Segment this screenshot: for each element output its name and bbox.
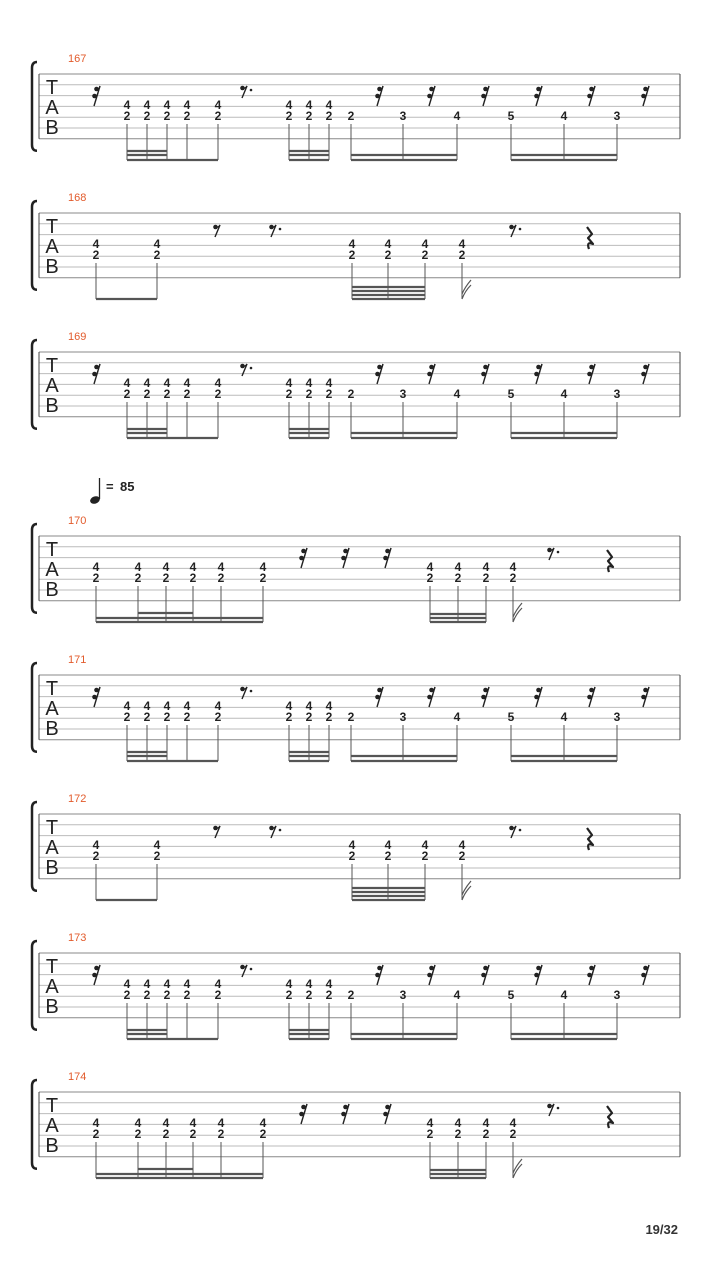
fret-number: 2 xyxy=(348,849,356,863)
chord xyxy=(215,699,222,724)
fret-number: 4 xyxy=(482,560,490,574)
fret-number: 4 xyxy=(163,376,171,390)
fret-number: 2 xyxy=(305,109,313,123)
chord xyxy=(135,560,142,585)
fret-number: 2 xyxy=(92,571,100,585)
chord xyxy=(163,560,170,585)
fret-number: 3 xyxy=(399,109,407,123)
fret-number: 5 xyxy=(507,109,515,123)
fret-number: 4 xyxy=(325,98,333,112)
chord xyxy=(164,977,171,1002)
fret-number: 4 xyxy=(285,699,293,713)
fret-number: 4 xyxy=(285,376,293,390)
fret-number: 2 xyxy=(162,571,170,585)
fret-number: 4 xyxy=(259,1116,267,1130)
fret-number: 2 xyxy=(509,1127,517,1141)
fret-number: 2 xyxy=(384,248,392,262)
chord xyxy=(306,376,313,401)
dotted-eighth-rest xyxy=(240,364,252,376)
fret-number: 2 xyxy=(325,387,333,401)
chord xyxy=(427,560,434,585)
tab-clef-t: T xyxy=(45,1095,59,1117)
fret-number: 2 xyxy=(259,571,267,585)
tempo-marking xyxy=(89,478,134,505)
fret-number: 4 xyxy=(153,838,161,852)
measure-number: 168 xyxy=(68,192,87,204)
fret-number: 2 xyxy=(92,248,100,262)
chord xyxy=(326,376,333,401)
fret-number: 4 xyxy=(217,560,225,574)
fret-number: 2 xyxy=(305,710,313,724)
chord xyxy=(459,237,466,262)
fret-number: 2 xyxy=(183,710,191,724)
fret-number: 2 xyxy=(426,1127,434,1141)
fret-number: 2 xyxy=(163,387,171,401)
tab-clef-a: A xyxy=(45,97,59,119)
fret-number: 4 xyxy=(560,387,568,401)
fret-number: 2 xyxy=(163,988,171,1002)
page-number: 19/32 xyxy=(645,1222,678,1237)
fret-number: 4 xyxy=(143,699,151,713)
chord xyxy=(218,560,225,585)
measure-number: 167 xyxy=(68,53,87,65)
fret-number: 2 xyxy=(123,109,131,123)
fret-number: 4 xyxy=(189,560,197,574)
tab-clef-a: A xyxy=(45,837,59,859)
fret-number: 4 xyxy=(123,699,131,713)
fret-number: 4 xyxy=(162,560,170,574)
fret-number: 2 xyxy=(482,1127,490,1141)
tab-system-173 xyxy=(32,932,680,1039)
fret-number: 3 xyxy=(613,988,621,1002)
system-bracket xyxy=(32,524,37,613)
fret-number: 2 xyxy=(123,988,131,1002)
fret-number: 4 xyxy=(560,109,568,123)
chord xyxy=(164,699,171,724)
chord xyxy=(510,1116,517,1141)
fret-number: 4 xyxy=(384,237,392,251)
chord xyxy=(184,977,191,1002)
dotted-eighth-rest xyxy=(509,826,521,838)
fret-number: 4 xyxy=(183,376,191,390)
fret-number: 2 xyxy=(189,571,197,585)
fret-number: 2 xyxy=(482,571,490,585)
fret-number: 2 xyxy=(123,387,131,401)
tab-clef-a: A xyxy=(45,559,59,581)
dotted-eighth-rest xyxy=(240,965,252,977)
fret-number: 4 xyxy=(454,560,462,574)
tab-system-174 xyxy=(32,1071,680,1178)
measure-number: 174 xyxy=(68,1071,87,1083)
fret-number: 4 xyxy=(163,977,171,991)
chord xyxy=(385,838,392,863)
chord xyxy=(163,1116,170,1141)
fret-number: 2 xyxy=(214,710,222,724)
fret-number: 4 xyxy=(305,98,313,112)
chord xyxy=(190,1116,197,1141)
chord xyxy=(215,376,222,401)
fret-number: 4 xyxy=(214,977,222,991)
fret-number: 4 xyxy=(285,977,293,991)
dotted-eighth-rest xyxy=(509,225,521,237)
eighth-rest xyxy=(213,225,220,237)
fret-number: 4 xyxy=(214,98,222,112)
fret-number: 4 xyxy=(163,98,171,112)
chord xyxy=(286,977,293,1002)
chord xyxy=(93,1116,100,1141)
fret-number: 4 xyxy=(453,387,461,401)
fret-number: 4 xyxy=(123,977,131,991)
fret-number: 4 xyxy=(134,560,142,574)
fret-number: 3 xyxy=(613,710,621,724)
fret-number: 3 xyxy=(613,109,621,123)
fret-number: 4 xyxy=(217,1116,225,1130)
tab-system-167 xyxy=(32,53,680,160)
fret-number: 4 xyxy=(153,237,161,251)
fret-number: 2 xyxy=(259,1127,267,1141)
fret-number: 4 xyxy=(482,1116,490,1130)
chord xyxy=(144,376,151,401)
chord xyxy=(190,560,197,585)
fret-number: 4 xyxy=(183,98,191,112)
chord xyxy=(124,977,131,1002)
fret-number: 2 xyxy=(458,849,466,863)
fret-number: 2 xyxy=(92,1127,100,1141)
chord xyxy=(326,98,333,123)
fret-number: 2 xyxy=(214,387,222,401)
chord xyxy=(215,98,222,123)
tab-system-172 xyxy=(32,793,680,900)
fret-number: 2 xyxy=(384,849,392,863)
fret-number: 4 xyxy=(453,109,461,123)
fret-number: 4 xyxy=(453,988,461,1002)
chord xyxy=(455,1116,462,1141)
fret-number: 2 xyxy=(217,571,225,585)
fret-number: 2 xyxy=(183,988,191,1002)
fret-number: 4 xyxy=(454,1116,462,1130)
fret-number: 4 xyxy=(305,376,313,390)
chord xyxy=(260,560,267,585)
fret-number: 4 xyxy=(259,560,267,574)
chord xyxy=(164,376,171,401)
fret-number: 4 xyxy=(134,1116,142,1130)
dotted-eighth-rest xyxy=(269,225,281,237)
fret-number: 2 xyxy=(325,710,333,724)
tab-clef-t: T xyxy=(45,216,59,238)
fret-number: 4 xyxy=(183,699,191,713)
fret-number: 2 xyxy=(347,387,355,401)
chord xyxy=(286,699,293,724)
fret-number: 4 xyxy=(384,838,392,852)
fret-number: 2 xyxy=(348,248,356,262)
measure-number: 169 xyxy=(68,331,87,343)
tab-clef-a: A xyxy=(45,976,59,998)
fret-number: 4 xyxy=(214,699,222,713)
fret-number: 4 xyxy=(214,376,222,390)
fret-number: 4 xyxy=(92,1116,100,1130)
system-bracket xyxy=(32,1080,37,1169)
fret-number: 4 xyxy=(143,376,151,390)
fret-number: 2 xyxy=(217,1127,225,1141)
tab-clef-b: B xyxy=(45,1135,59,1157)
fret-number: 4 xyxy=(421,237,429,251)
tab-clef-b: B xyxy=(45,117,59,139)
fret-number: 2 xyxy=(134,571,142,585)
chord xyxy=(124,699,131,724)
fret-number: 2 xyxy=(214,109,222,123)
fret-number: 4 xyxy=(560,988,568,1002)
fret-number: 4 xyxy=(92,237,100,251)
fret-number: 2 xyxy=(143,109,151,123)
fret-number: 2 xyxy=(123,710,131,724)
chord xyxy=(306,98,313,123)
fret-number: 2 xyxy=(214,988,222,1002)
system-bracket xyxy=(32,941,37,1030)
tab-clef-t: T xyxy=(45,817,59,839)
fret-number: 4 xyxy=(509,560,517,574)
tab-clef-t: T xyxy=(45,355,59,377)
chord xyxy=(385,237,392,262)
tab-clef-t: T xyxy=(45,77,59,99)
fret-number: 5 xyxy=(507,710,515,724)
fret-number: 2 xyxy=(162,1127,170,1141)
chord xyxy=(306,977,313,1002)
fret-number: 5 xyxy=(507,387,515,401)
fret-number: 2 xyxy=(509,571,517,585)
dotted-eighth-rest xyxy=(240,86,252,98)
fret-number: 4 xyxy=(453,710,461,724)
fret-number: 2 xyxy=(305,988,313,1002)
fret-number: 4 xyxy=(560,710,568,724)
chord xyxy=(144,977,151,1002)
fret-number: 2 xyxy=(325,988,333,1002)
fret-number: 2 xyxy=(421,248,429,262)
chord xyxy=(124,376,131,401)
tab-system-170 xyxy=(32,478,680,622)
fret-number: 2 xyxy=(454,571,462,585)
fret-number: 2 xyxy=(347,988,355,1002)
fret-number: 4 xyxy=(426,560,434,574)
fret-number: 4 xyxy=(458,838,466,852)
tab-clef-t: T xyxy=(45,678,59,700)
chord xyxy=(483,1116,490,1141)
fret-number: 4 xyxy=(189,1116,197,1130)
chord xyxy=(124,98,131,123)
chord xyxy=(349,237,356,262)
fret-number: 3 xyxy=(399,710,407,724)
chord xyxy=(422,237,429,262)
chord xyxy=(286,98,293,123)
fret-number: 2 xyxy=(163,710,171,724)
fret-number: 2 xyxy=(143,710,151,724)
fret-number: 4 xyxy=(325,699,333,713)
measure-number: 173 xyxy=(68,932,87,944)
tab-clef-a: A xyxy=(45,1115,59,1137)
fret-number: 3 xyxy=(613,387,621,401)
fret-number: 4 xyxy=(325,376,333,390)
chord xyxy=(93,560,100,585)
tempo-equals: = xyxy=(106,479,114,494)
dotted-eighth-rest xyxy=(269,826,281,838)
chord xyxy=(422,838,429,863)
tab-system-168 xyxy=(32,192,680,299)
fret-number: 2 xyxy=(183,387,191,401)
fret-number: 2 xyxy=(426,571,434,585)
chord xyxy=(164,98,171,123)
fret-number: 2 xyxy=(421,849,429,863)
fret-number: 4 xyxy=(305,699,313,713)
fret-number: 4 xyxy=(92,560,100,574)
tab-clef-b: B xyxy=(45,718,59,740)
tab-clef-b: B xyxy=(45,395,59,417)
measure-number: 171 xyxy=(68,654,87,666)
chord xyxy=(184,376,191,401)
fret-number: 2 xyxy=(454,1127,462,1141)
fret-number: 2 xyxy=(347,109,355,123)
fret-number: 2 xyxy=(285,710,293,724)
fret-number: 2 xyxy=(325,109,333,123)
measure-number: 172 xyxy=(68,793,87,805)
fret-number: 4 xyxy=(421,838,429,852)
fret-number: 4 xyxy=(123,98,131,112)
fret-number: 4 xyxy=(426,1116,434,1130)
system-bracket xyxy=(32,663,37,752)
chord xyxy=(135,1116,142,1141)
tab-clef-t: T xyxy=(45,956,59,978)
chord xyxy=(349,838,356,863)
fret-number: 4 xyxy=(285,98,293,112)
fret-number: 2 xyxy=(143,387,151,401)
dotted-eighth-rest xyxy=(547,1104,559,1116)
fret-number: 4 xyxy=(123,376,131,390)
chord xyxy=(144,699,151,724)
fret-number: 4 xyxy=(325,977,333,991)
fret-number: 4 xyxy=(143,977,151,991)
fret-number: 2 xyxy=(189,1127,197,1141)
fret-number: 4 xyxy=(143,98,151,112)
chord xyxy=(93,838,100,863)
fret-number: 2 xyxy=(153,849,161,863)
fret-number: 5 xyxy=(507,988,515,1002)
tab-clef-a: A xyxy=(45,698,59,720)
fret-number: 4 xyxy=(348,237,356,251)
chord xyxy=(459,838,466,863)
fret-number: 2 xyxy=(134,1127,142,1141)
chord xyxy=(215,977,222,1002)
chord xyxy=(483,560,490,585)
eighth-rest xyxy=(213,826,220,838)
dotted-eighth-rest xyxy=(547,548,559,560)
system-bracket xyxy=(32,340,37,429)
tab-system-171 xyxy=(32,654,680,761)
tab-clef-b: B xyxy=(45,857,59,879)
chord xyxy=(93,237,100,262)
tab-clef-b: B xyxy=(45,256,59,278)
fret-number: 2 xyxy=(285,109,293,123)
chord xyxy=(286,376,293,401)
chord xyxy=(218,1116,225,1141)
dotted-eighth-rest xyxy=(240,687,252,699)
fret-number: 3 xyxy=(399,988,407,1002)
fret-number: 4 xyxy=(305,977,313,991)
fret-number: 2 xyxy=(285,988,293,1002)
fret-number: 4 xyxy=(509,1116,517,1130)
tempo-value: 85 xyxy=(120,479,135,494)
tab-clef-a: A xyxy=(45,236,59,258)
fret-number: 2 xyxy=(285,387,293,401)
tab-clef-b: B xyxy=(45,579,59,601)
fret-number: 2 xyxy=(153,248,161,262)
fret-number: 4 xyxy=(183,977,191,991)
fret-number: 2 xyxy=(183,109,191,123)
tab-clef-a: A xyxy=(45,375,59,397)
chord xyxy=(144,98,151,123)
chord xyxy=(510,560,517,585)
fret-number: 3 xyxy=(399,387,407,401)
fret-number: 4 xyxy=(458,237,466,251)
chord xyxy=(306,699,313,724)
fret-number: 2 xyxy=(163,109,171,123)
chord xyxy=(427,1116,434,1141)
fret-number: 4 xyxy=(92,838,100,852)
chord xyxy=(260,1116,267,1141)
fret-number: 4 xyxy=(162,1116,170,1130)
fret-number: 2 xyxy=(305,387,313,401)
fret-number: 2 xyxy=(92,849,100,863)
chord xyxy=(455,560,462,585)
tab-clef-t: T xyxy=(45,539,59,561)
chord xyxy=(326,699,333,724)
chord xyxy=(154,237,161,262)
system-bracket xyxy=(32,802,37,891)
fret-number: 2 xyxy=(458,248,466,262)
system-bracket xyxy=(32,62,37,151)
chord xyxy=(184,699,191,724)
fret-number: 2 xyxy=(143,988,151,1002)
system-bracket xyxy=(32,201,37,290)
chord xyxy=(154,838,161,863)
tab-clef-b: B xyxy=(45,996,59,1018)
fret-number: 4 xyxy=(163,699,171,713)
chord xyxy=(184,98,191,123)
measure-number: 170 xyxy=(68,515,87,527)
tab-system-169 xyxy=(32,331,680,438)
fret-number: 2 xyxy=(347,710,355,724)
chord xyxy=(326,977,333,1002)
fret-number: 4 xyxy=(348,838,356,852)
